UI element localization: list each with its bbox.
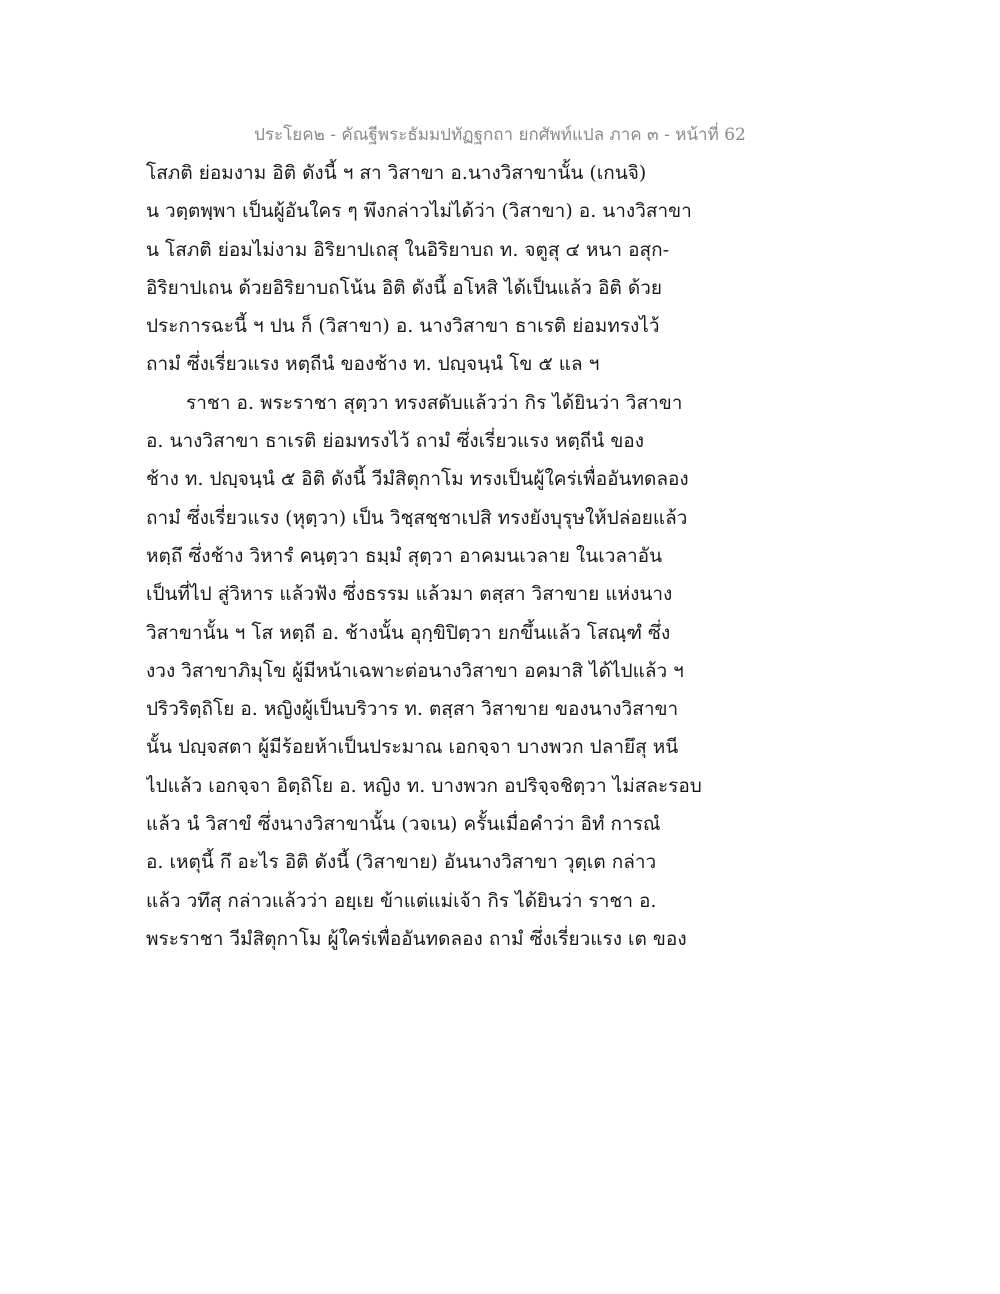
text-line: แล้ว วทึสุ กล่าวแล้วว่า อยฺเย ข้าแต่แม่เจ้า กิร ได้ยินว่า ราชา อ. [146, 889, 657, 912]
text-line: อ. เหตุนี้ กึ อะไร อิติ ดังนี้ (วิสาขาย) อันนางวิสาขา วุตฺเต กล่าว [146, 851, 657, 874]
text-line: อิริยาปเถน ด้วยอิริยาบถโน้น อิติ ดังนี้ อโหสิ ได้เป็นแล้ว อิติ ด้วย [146, 276, 663, 299]
text-line: ประการฉะนี้ ฯ ปน ก็ (วิสาขา) อ. นางวิสาขา ธาเรติ ย่อมทรงไว้ [146, 315, 660, 338]
running-header [0, 121, 1000, 148]
body-text [146, 154, 726, 958]
text-line: ถามํ ซึ่งเรี่ยวแรง หตฺถีนํ ของช้าง ท. ปญฺจนฺนํ โข ๕ แล ฯ [146, 353, 600, 376]
text-line: พระราชา วีมํสิตุกาโม ผู้ใคร่เพื่ออันทดลอง ถามํ ซึ่งเรี่ยวแรง เต ของ [146, 927, 687, 950]
text-line: น โสภติ ย่อมไม่งาม อิริยาปเถสุ ในอิริยาบถ ท. จตูสุ ๔ หนา อสุก- [146, 238, 670, 261]
text-line: นั้น ปญฺจสตา ผู้มีร้อยห้าเป็นประมาณ เอกจฺจา บางพวก ปลายึสุ หนี [146, 736, 679, 759]
text-line: แล้ว นํ วิสาขํ ซึ่งนางวิสาขานั้น (วจเน) ครั้นเมื่อคำว่า อิทํ การณํ [146, 813, 661, 836]
running-header-text: ประโยค๒ - คัณฐีพระธัมมปทัฏฐกถา ยกศัพท์แปล ภาค ๓ - หน้าที่ 62 [254, 125, 746, 145]
text-line: โสภติ ย่อมงาม อิติ ดังนี้ ฯ สา วิสาขา อ.นางวิสาขานั้น (เกนจิ) [146, 162, 647, 184]
text-line: เป็นที่ไป สู่วิหาร แล้วฟัง ซึ่งธรรม แล้วมา ตสฺสา วิสาขาย แห่งนาง [146, 583, 673, 606]
text-line: อ. นางวิสาขา ธาเรติ ย่อมทรงไว้ ถามํ ซึ่งเรี่ยวแรง หตฺถีนํ ของ [146, 430, 644, 453]
text-line: งวง วิสาขาภิมุโข ผู้มีหน้าเฉพาะต่อนางวิสาขา อคมาสิ ได้ไปแล้ว ฯ [146, 659, 684, 682]
text-line: วิสาขานั้น ฯ โส หตฺถี อ. ช้างนั้น อุกฺขิปิตฺวา ยกขึ้นแล้ว โสณฺฑํ ซึ่ง [146, 621, 671, 644]
text-line: ช้าง ท. ปญฺจนฺนํ ๕ อิติ ดังนี้ วีมํสิตุกาโม ทรงเป็นผู้ใคร่เพื่ออันทดลอง [146, 468, 689, 491]
text-line: น วตฺตพฺพา เป็นผู้อันใคร ๆ พึงกล่าวไม่ได้ว่า (วิสาขา) อ. นางวิสาขา [146, 200, 692, 223]
text-line: หตฺถึ ซึ่งช้าง วิหารํ คนฺตฺวา ธมฺมํ สุตฺวา อาคมนเวลาย ในเวลาอัน [146, 544, 663, 567]
paragraph-first-line: ราชา อ. พระราชา สุตฺวา ทรงสดับแล้วว่า กิร ได้ยินว่า วิสาขา [186, 391, 683, 414]
text-line: ปริวริตฺถิโย อ. หญิงผู้เป็นบริวาร ท. ตสฺสา วิสาขาย ของนางวิสาขา [146, 698, 679, 721]
text-line: ไปแล้ว เอกจฺจา อิตฺถิโย อ. หญิง ท. บางพวก อปริจฺจชิตฺวา ไม่สละรอบ [146, 774, 702, 797]
text-line: ถามํ ซึ่งเรี่ยวแรง (หุตฺวา) เป็น วิชฺสชฺชาเปสิ ทรงยังบุรุษให้ปล่อยแล้ว [146, 506, 688, 529]
